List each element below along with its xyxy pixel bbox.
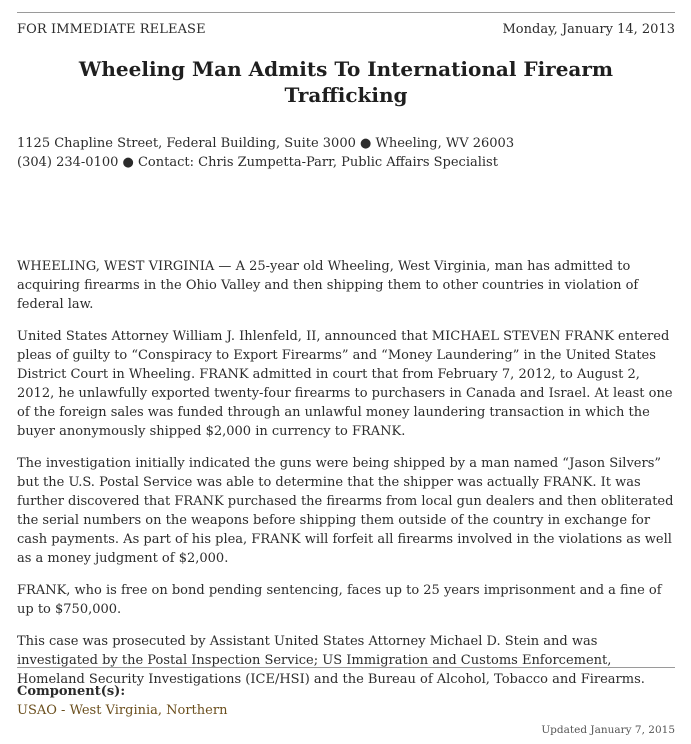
body-paragraph: This case was prosecuted by Assistant United States Attorney Michael D. Stein and was investigated by the Postal Inspection Service; US Immigration and Customs Enforcement, Homeland Security Investigations (ICE/HSI) and the Bureau of Alcohol, Tobacco and Firearms. (17, 634, 645, 687)
bottom-divider (17, 667, 675, 668)
release-label: FOR IMMEDIATE RELEASE (17, 22, 206, 37)
release-header (17, 21, 675, 41)
body-paragraph: United States Attorney William J. Ihlenfeld, II, announced that MICHAEL STEVEN FRANK entered pleas of guilty to “Conspiracy to Export Firearms” and “Money Laundering” in the United States District Court in Wheeling. FRANK admitted in court that from February 7, 2012, to August 2, 2012, he unlawfully exported twenty-four firearms to purchasers in Canada and Israel. At least one of the foreign sales was funded through an unlawful money laundering transaction in which the buyer anonymously shipped $2,000 in currency to FRANK. (17, 329, 673, 439)
office-address: 1125 Chapline Street, Federal Building, Suite 3000 ● Wheeling, WV 26003 (17, 136, 515, 151)
office-phone-contact: (304) 234-0100 ● Contact: Chris Zumpetta-Parr, Public Affairs Specialist (17, 155, 498, 170)
body-paragraph: FRANK, who is free on bond pending sentencing, faces up to 25 years imprisonment and a fine of up to $750,000. (17, 583, 662, 617)
component-label: Component(s): (17, 684, 126, 699)
body-paragraph: WHEELING, WEST VIRGINIA — A 25-year old Wheeling, West Virginia, man has admitted to acquiring firearms in the Ohio Valley and then shipping them to other countries in violation of federal law. (17, 259, 639, 312)
contact-block (17, 134, 675, 172)
top-divider (17, 12, 675, 13)
component-link[interactable]: USAO - West Virginia, Northern (17, 703, 228, 718)
press-release-body (17, 257, 677, 702)
press-release-headline: Wheeling Man Admits To International Firearm Trafficking (78, 57, 614, 107)
body-paragraph: The investigation initially indicated the guns were being shipped by a man named “Jason Silvers” but the U.S. Postal Service was able to determine that the shipper was actually FRANK. It was further discovered that FRANK purchased the firearms from local gun dealers and then obliterated the serial numbers on the weapons before shipping them outside of the country in exchange for cash payments. As part of his plea, FRANK will forfeit all firearms involved in the violations as well as a money judgment of $2,000. (17, 456, 674, 566)
updated-date: Updated January 7, 2015 (541, 724, 675, 736)
release-date: Monday, January 14, 2013 (502, 22, 675, 37)
